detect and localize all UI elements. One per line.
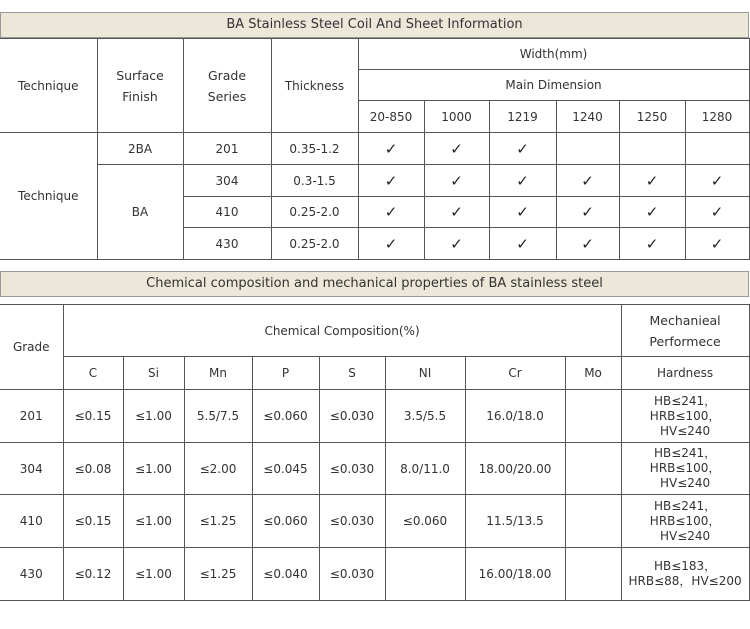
p-cell: ≤0.060 [252, 390, 319, 443]
table-row [0, 443, 749, 495]
c-cell: ≤0.15 [63, 390, 123, 443]
thickness-cell: 0.25-2.0 [271, 228, 358, 260]
check-cell [619, 133, 685, 165]
check-icon: ✓ [450, 139, 463, 158]
chemical-composition-table [0, 304, 750, 601]
table-row [0, 495, 749, 548]
cr-cell: 16.00/18.00 [465, 548, 565, 601]
ni-cell: 8.0/11.0 [385, 443, 465, 495]
element-ni: NI [385, 357, 465, 390]
grade-cell: 304 [0, 443, 63, 495]
s-cell: ≤0.030 [319, 495, 385, 548]
header-grade-series-line2: Series [207, 88, 247, 104]
mn-cell: 5.5/7.5 [184, 390, 252, 443]
element-c: C [63, 357, 123, 390]
s-cell: ≤0.030 [319, 390, 385, 443]
check-icon: ✓ [645, 171, 659, 190]
check-icon: ✓ [516, 234, 529, 253]
ni-cell: ≤0.060 [385, 495, 465, 548]
check-icon: ✓ [581, 171, 594, 190]
header-mechanical-performance [621, 305, 749, 357]
check-cell [556, 197, 619, 228]
thickness-cell: 0.35-1.2 [271, 133, 358, 165]
check-cell [556, 165, 619, 197]
s-cell: ≤0.030 [319, 548, 385, 601]
check-icon: ✓ [710, 203, 724, 221]
check-cell [358, 133, 424, 165]
check-cell [489, 133, 556, 165]
check-cell [424, 197, 489, 228]
check-cell [489, 228, 556, 260]
check-icon: ✓ [384, 171, 398, 190]
element-p: P [252, 357, 319, 390]
check-icon: ✓ [450, 171, 463, 190]
table-row [0, 133, 749, 165]
mo-cell [565, 443, 621, 495]
grade-cell: 410 [0, 495, 63, 548]
grade-cell: 304 [183, 165, 271, 197]
hardness-cell: HB≤241，HRB≤100，HV≤240 [621, 443, 749, 495]
header-technique: Technique [0, 39, 97, 133]
check-icon: ✓ [581, 234, 594, 253]
table-row [0, 390, 749, 443]
check-cell [685, 228, 749, 260]
check-icon: ✓ [581, 203, 594, 221]
element-mo: Mo [565, 357, 621, 390]
technique-cell: Technique [0, 133, 97, 260]
coil-sheet-info-table [0, 38, 750, 260]
check-cell [358, 165, 424, 197]
chemical-composition-title: Chemical composition and mechanical properties of BA stainless steel [0, 271, 749, 297]
check-cell [358, 228, 424, 260]
header-grade-series [183, 39, 271, 133]
width-col-1219: 1219 [489, 101, 556, 133]
header-mechanical-line2: Performece [649, 333, 721, 349]
check-cell [424, 228, 489, 260]
header-thickness: Thickness [271, 39, 358, 133]
mn-cell: ≤1.25 [184, 548, 252, 601]
si-cell: ≤1.00 [123, 495, 184, 548]
check-icon: ✓ [384, 139, 398, 158]
check-icon: ✓ [516, 203, 529, 221]
width-col-1000: 1000 [424, 101, 489, 133]
check-cell [489, 165, 556, 197]
header-surface-finish-line2: Finish [122, 88, 158, 104]
s-cell: ≤0.030 [319, 443, 385, 495]
thickness-cell: 0.25-2.0 [271, 197, 358, 228]
p-cell: ≤0.060 [252, 495, 319, 548]
header-mechanical-line1: Mechanieal [649, 312, 721, 328]
grade-cell: 430 [183, 228, 271, 260]
header-surface-finish [97, 39, 183, 133]
thickness-cell: 0.3-1.5 [271, 165, 358, 197]
cr-cell: 16.0/18.0 [465, 390, 565, 443]
si-cell: ≤1.00 [123, 443, 184, 495]
check-cell [424, 133, 489, 165]
mn-cell: ≤2.00 [184, 443, 252, 495]
width-col-20-850: 20-850 [358, 101, 424, 133]
width-col-1250: 1250 [619, 101, 685, 133]
check-cell [358, 197, 424, 228]
cr-cell: 11.5/13.5 [465, 495, 565, 548]
element-cr: Cr [465, 357, 565, 390]
check-icon: ✓ [516, 139, 529, 158]
check-icon: ✓ [645, 234, 659, 253]
header-surface-finish-line1: Surface [116, 67, 164, 83]
header-hardness: Hardness [621, 357, 749, 390]
check-icon: ✓ [450, 203, 463, 221]
mo-cell [565, 390, 621, 443]
c-cell: ≤0.08 [63, 443, 123, 495]
grade-cell: 430 [0, 548, 63, 601]
table-row [0, 548, 749, 601]
width-col-1240: 1240 [556, 101, 619, 133]
check-icon: ✓ [645, 203, 659, 221]
header-chemical-composition: Chemical Composition(%) [63, 305, 621, 357]
check-cell [685, 133, 749, 165]
check-icon: ✓ [384, 234, 398, 253]
check-icon: ✓ [516, 171, 529, 190]
coil-sheet-info-title: BA Stainless Steel Coil And Sheet Information [0, 12, 749, 38]
check-cell [619, 228, 685, 260]
hardness-cell: HB≤241，HRB≤100，HV≤240 [621, 390, 749, 443]
ni-cell: 3.5/5.5 [385, 390, 465, 443]
header-grade: Grade [0, 305, 63, 390]
check-cell [556, 133, 619, 165]
element-si: Si [123, 357, 184, 390]
header-grade-series-line1: Grade [207, 67, 247, 83]
p-cell: ≤0.045 [252, 443, 319, 495]
si-cell: ≤1.00 [123, 548, 184, 601]
grade-cell: 201 [183, 133, 271, 165]
finish-cell: 2BA [97, 133, 183, 165]
finish-cell: BA [97, 165, 183, 260]
mn-cell: ≤1.25 [184, 495, 252, 548]
header-main-dimension: Main Dimension [358, 70, 749, 101]
element-s: S [319, 357, 385, 390]
check-cell [685, 165, 749, 197]
c-cell: ≤0.15 [63, 495, 123, 548]
check-icon: ✓ [384, 203, 398, 221]
cr-cell: 18.00/20.00 [465, 443, 565, 495]
check-cell [685, 197, 749, 228]
hardness-cell: HB≤183，HRB≤88，HV≤200 [621, 548, 749, 601]
element-mn: Mn [184, 357, 252, 390]
p-cell: ≤0.040 [252, 548, 319, 601]
header-width: Width(mm) [358, 39, 749, 70]
check-icon: ✓ [710, 234, 724, 253]
table-row [0, 165, 749, 197]
check-icon: ✓ [450, 234, 463, 253]
hardness-cell: HB≤241，HRB≤100，HV≤240 [621, 495, 749, 548]
check-cell [556, 228, 619, 260]
check-icon: ✓ [710, 171, 724, 190]
check-cell [619, 165, 685, 197]
ni-cell [385, 548, 465, 601]
check-cell [489, 197, 556, 228]
mo-cell [565, 548, 621, 601]
mo-cell [565, 495, 621, 548]
width-col-1280: 1280 [685, 101, 749, 133]
check-cell [424, 165, 489, 197]
check-cell [619, 197, 685, 228]
grade-cell: 410 [183, 197, 271, 228]
c-cell: ≤0.12 [63, 548, 123, 601]
grade-cell: 201 [0, 390, 63, 443]
si-cell: ≤1.00 [123, 390, 184, 443]
